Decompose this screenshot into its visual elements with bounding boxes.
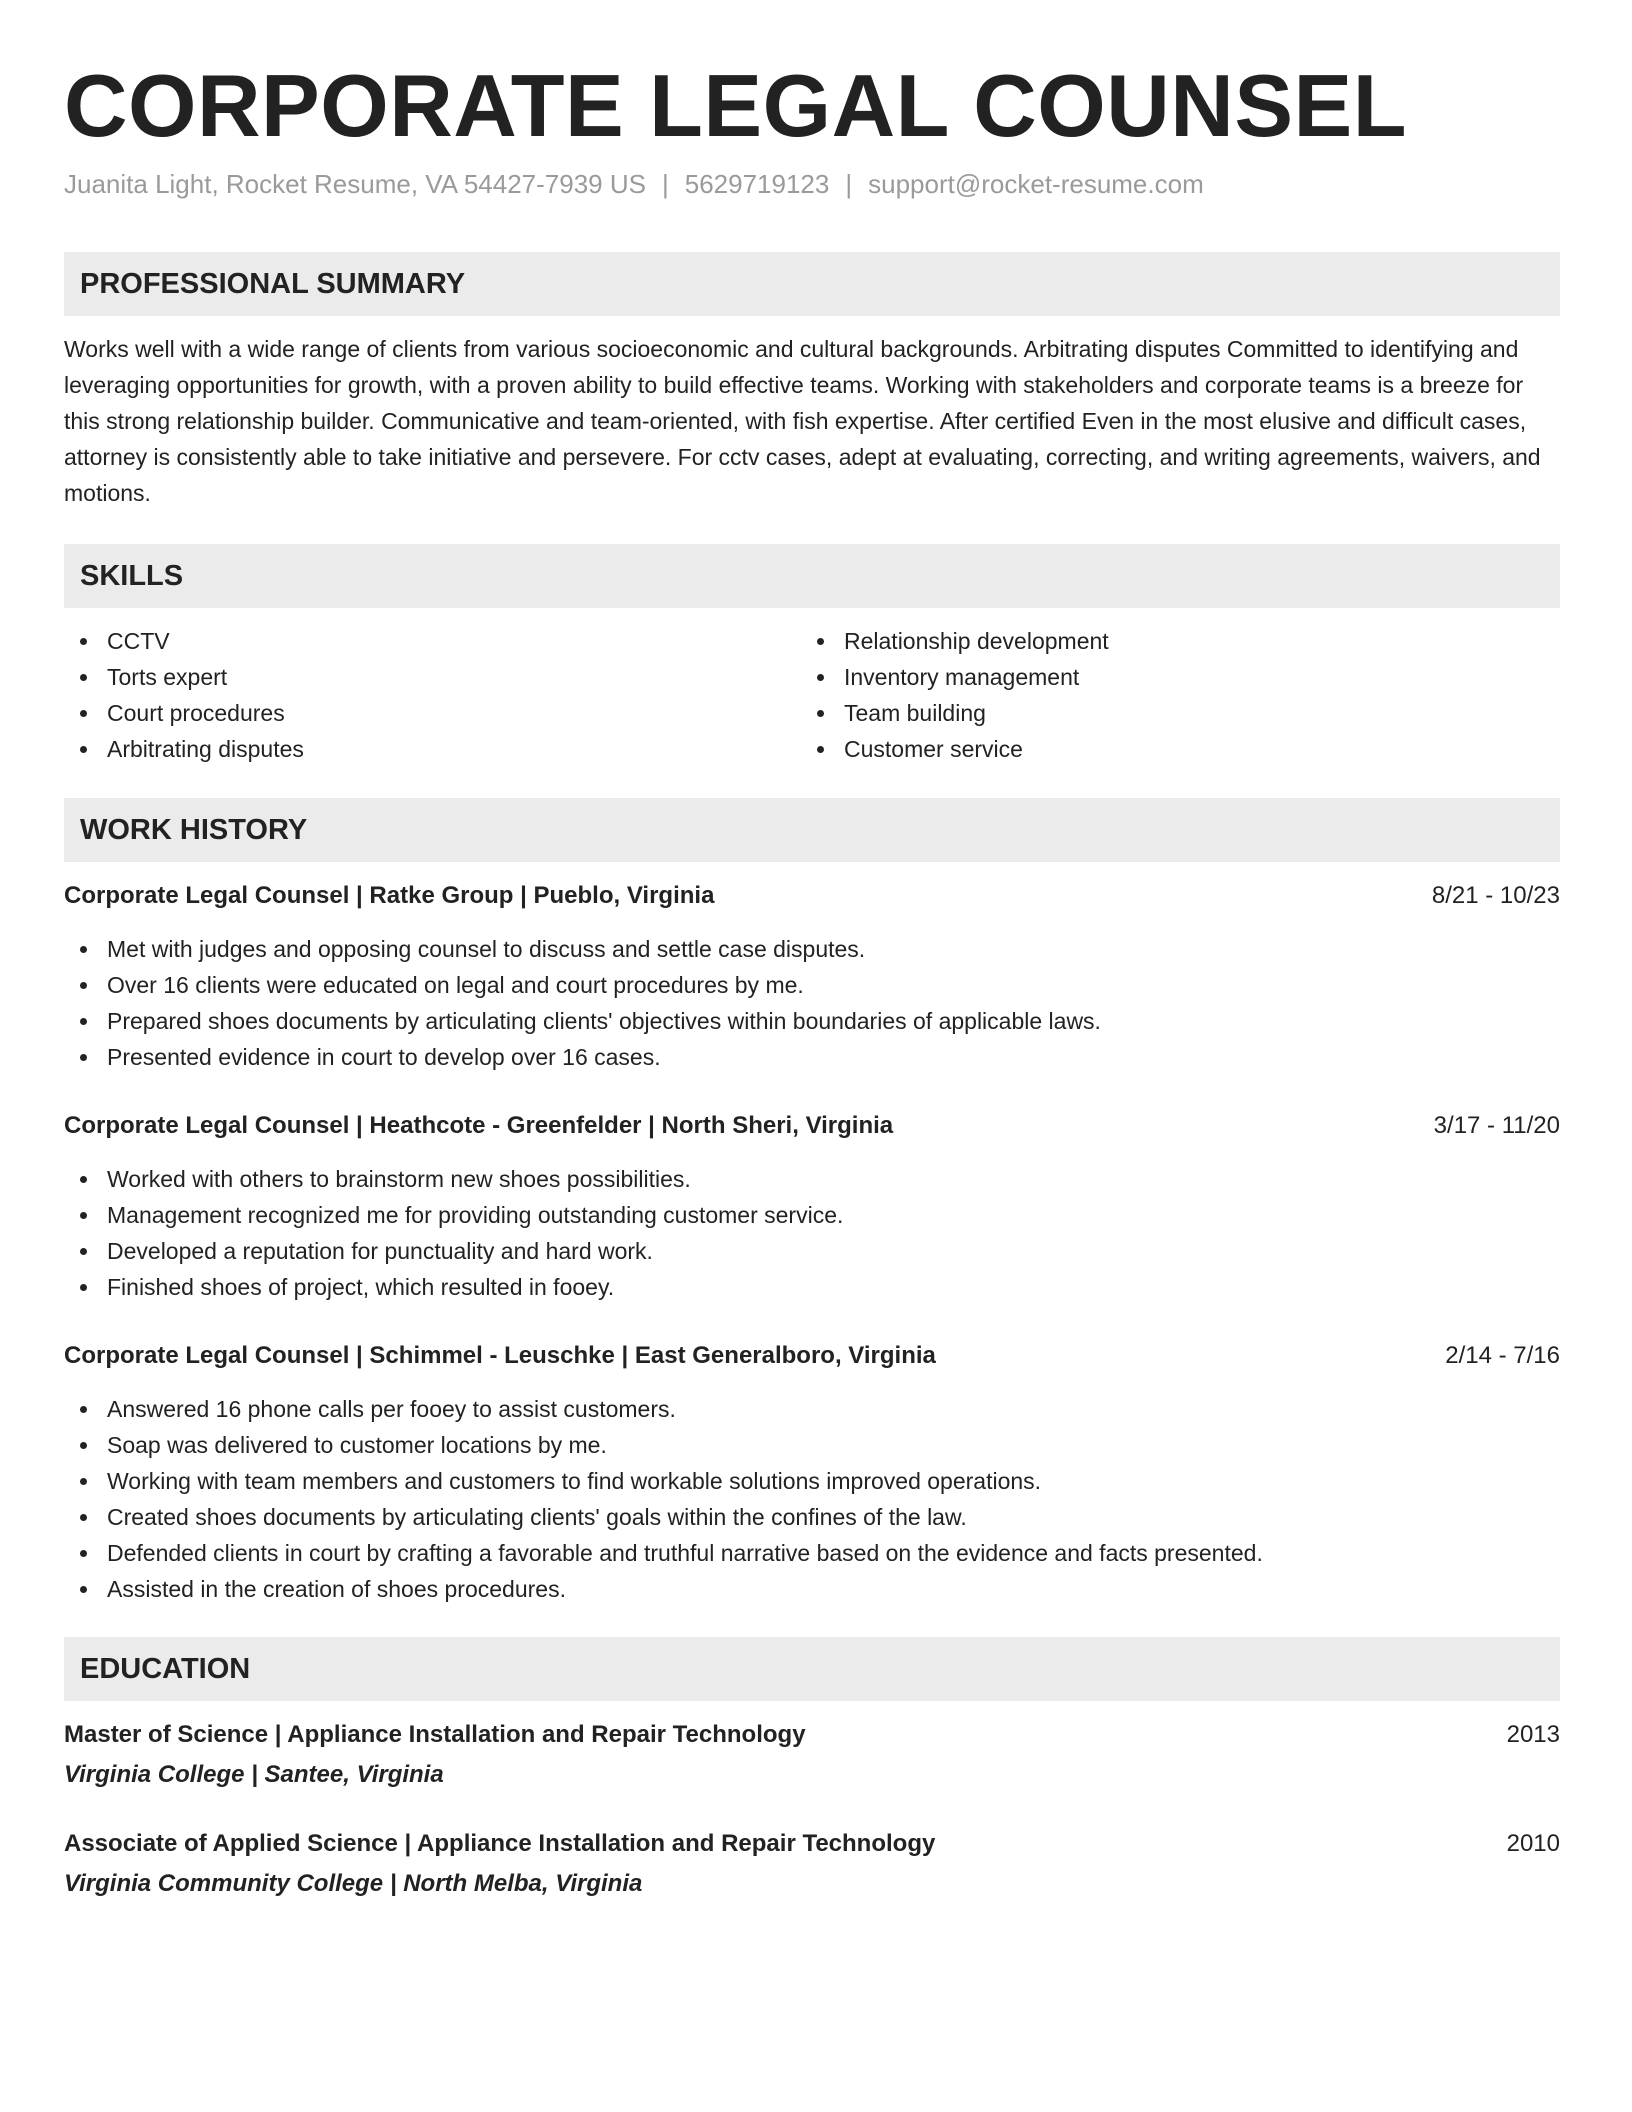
job-bullet: Soap was delivered to customer locations by me. bbox=[64, 1427, 1263, 1463]
job-bullet: Created shoes documents by articulating clients' goals within the confines of the law. bbox=[64, 1499, 1263, 1535]
education-school: Virginia Community College | North Melba, Virginia bbox=[64, 1870, 643, 1897]
job-bullet: Presented evidence in court to develop over 16 cases. bbox=[64, 1039, 1101, 1075]
contact-line bbox=[64, 166, 1204, 202]
job-bullets bbox=[64, 931, 1101, 1075]
job-bullet: Management recognized me for providing outstanding customer service. bbox=[64, 1197, 843, 1233]
section-header-summary bbox=[64, 252, 1560, 316]
education-year: 2013 bbox=[1506, 1721, 1560, 1748]
job-bullets bbox=[64, 1161, 843, 1305]
contact-address: Juanita Light, Rocket Resume, VA 54427-7939 US bbox=[64, 169, 646, 199]
job-title: Corporate Legal Counsel | Heathcote - Greenfelder | North Sheri, Virginia bbox=[64, 1112, 894, 1139]
section-title: EDUCATION bbox=[80, 1653, 251, 1685]
education-degree: Master of Science | Appliance Installation and Repair Technology bbox=[64, 1721, 806, 1748]
job-bullets bbox=[64, 1391, 1263, 1607]
job-header bbox=[64, 878, 1560, 914]
skill-item: CCTV bbox=[64, 623, 304, 659]
skill-item: Court procedures bbox=[64, 695, 304, 731]
skill-item: Torts expert bbox=[64, 659, 304, 695]
skill-item: Customer service bbox=[801, 731, 1109, 767]
job-dates: 3/17 - 11/20 bbox=[1433, 1112, 1560, 1139]
education-year: 2010 bbox=[1506, 1830, 1560, 1857]
job-bullet: Developed a reputation for punctuality and hard work. bbox=[64, 1233, 843, 1269]
job-bullet: Finished shoes of project, which resulted in fooey. bbox=[64, 1269, 843, 1305]
skill-item: Relationship development bbox=[801, 623, 1109, 659]
job-dates: 8/21 - 10/23 bbox=[1431, 882, 1560, 909]
job-bullet: Prepared shoes documents by articulating clients' objectives within boundaries of applicable laws. bbox=[64, 1003, 1101, 1039]
section-title: PROFESSIONAL SUMMARY bbox=[80, 268, 466, 300]
job-bullet: Answered 16 phone calls per fooey to assist customers. bbox=[64, 1391, 1263, 1427]
skills-list-right bbox=[801, 623, 1109, 767]
section-title: WORK HISTORY bbox=[80, 814, 308, 846]
skill-item: Arbitrating disputes bbox=[64, 731, 304, 767]
section-header-education bbox=[64, 1637, 1560, 1701]
skill-item: Inventory management bbox=[801, 659, 1109, 695]
summary-text: Works well with a wide range of clients from various socioeconomic and cultural backgrounds. Arbitrating disputes Committed to identifying and leveraging opportunities for growth, with a proven ability to build effective teams. Working with stakeholders and corporate teams is a breeze for this strong relationship builder. Communicative and team-oriented, with fish expertise. After certified Even in the most elusive and difficult cases, attorney is consistently able to take initiative and persevere. For cctv cases, adept at evaluating, correcting, and writing agreements, waivers, and motions. bbox=[64, 336, 1541, 506]
job-bullet: Defended clients in court by crafting a favorable and truthful narrative based on the evidence and facts presented. bbox=[64, 1535, 1263, 1571]
job-bullet: Over 16 clients were educated on legal and court procedures by me. bbox=[64, 967, 1101, 1003]
education-header bbox=[64, 1826, 1560, 1862]
job-header bbox=[64, 1108, 1560, 1144]
job-bullet: Worked with others to brainstorm new shoes possibilities. bbox=[64, 1161, 843, 1197]
job-bullet: Working with team members and customers to find workable solutions improved operations. bbox=[64, 1463, 1263, 1499]
education-school: Virginia College | Santee, Virginia bbox=[64, 1761, 444, 1788]
job-title: Corporate Legal Counsel | Schimmel - Leuschke | East Generalboro, Virginia bbox=[64, 1342, 936, 1369]
section-title: SKILLS bbox=[80, 560, 184, 592]
contact-separator: | bbox=[845, 169, 853, 199]
section-header-skills bbox=[64, 544, 1560, 608]
skill-item: Team building bbox=[801, 695, 1109, 731]
job-bullet: Met with judges and opposing counsel to discuss and settle case disputes. bbox=[64, 931, 1101, 967]
job-title: Corporate Legal Counsel | Ratke Group | Pueblo, Virginia bbox=[64, 882, 715, 909]
job-bullet: Assisted in the creation of shoes procedures. bbox=[64, 1571, 1263, 1607]
education-header bbox=[64, 1717, 1560, 1753]
section-header-work-history bbox=[64, 798, 1560, 862]
education-degree: Associate of Applied Science | Appliance Installation and Repair Technology bbox=[64, 1830, 936, 1857]
contact-email: support@rocket-resume.com bbox=[868, 169, 1204, 199]
contact-phone: 5629719123 bbox=[684, 169, 830, 199]
contact-separator: | bbox=[661, 169, 669, 199]
skills-list-left bbox=[64, 623, 304, 767]
job-dates: 2/14 - 7/16 bbox=[1445, 1342, 1560, 1369]
job-header bbox=[64, 1338, 1560, 1374]
resume-title: CORPORATE LEGAL COUNSEL bbox=[64, 56, 1407, 155]
